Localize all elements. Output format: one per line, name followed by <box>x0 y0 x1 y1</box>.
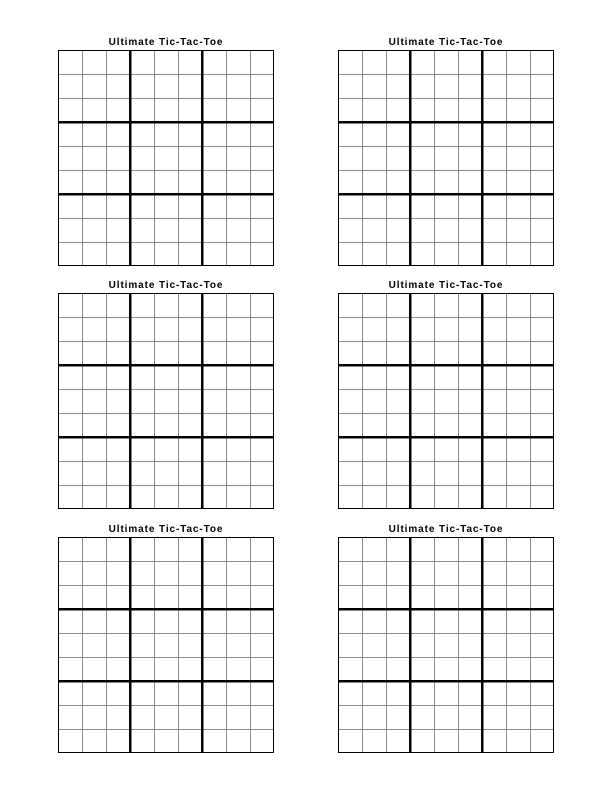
ultimate-tic-tac-toe-grid <box>338 537 554 753</box>
board-title: Ultimate Tic-Tac-Toe <box>388 524 504 535</box>
grid-outer-border <box>59 294 274 509</box>
grid-outer-border <box>339 294 554 509</box>
board-title: Ultimate Tic-Tac-Toe <box>108 37 224 48</box>
ultimate-tic-tac-toe-grid <box>338 50 554 266</box>
board-title: Ultimate Tic-Tac-Toe <box>388 37 504 48</box>
ultimate-tic-tac-toe-grid <box>58 293 274 509</box>
ultimate-tic-tac-toe-grid <box>58 50 274 266</box>
grid-outer-border <box>339 51 554 266</box>
board-title: Ultimate Tic-Tac-Toe <box>108 524 224 535</box>
board-title: Ultimate Tic-Tac-Toe <box>108 280 224 291</box>
ultimate-tic-tac-toe-grid <box>58 537 274 753</box>
grid-outer-border <box>59 538 274 753</box>
ultimate-tic-tac-toe-grid <box>338 293 554 509</box>
grid-outer-border <box>339 538 554 753</box>
board-title: Ultimate Tic-Tac-Toe <box>388 280 504 291</box>
grid-outer-border <box>59 51 274 266</box>
